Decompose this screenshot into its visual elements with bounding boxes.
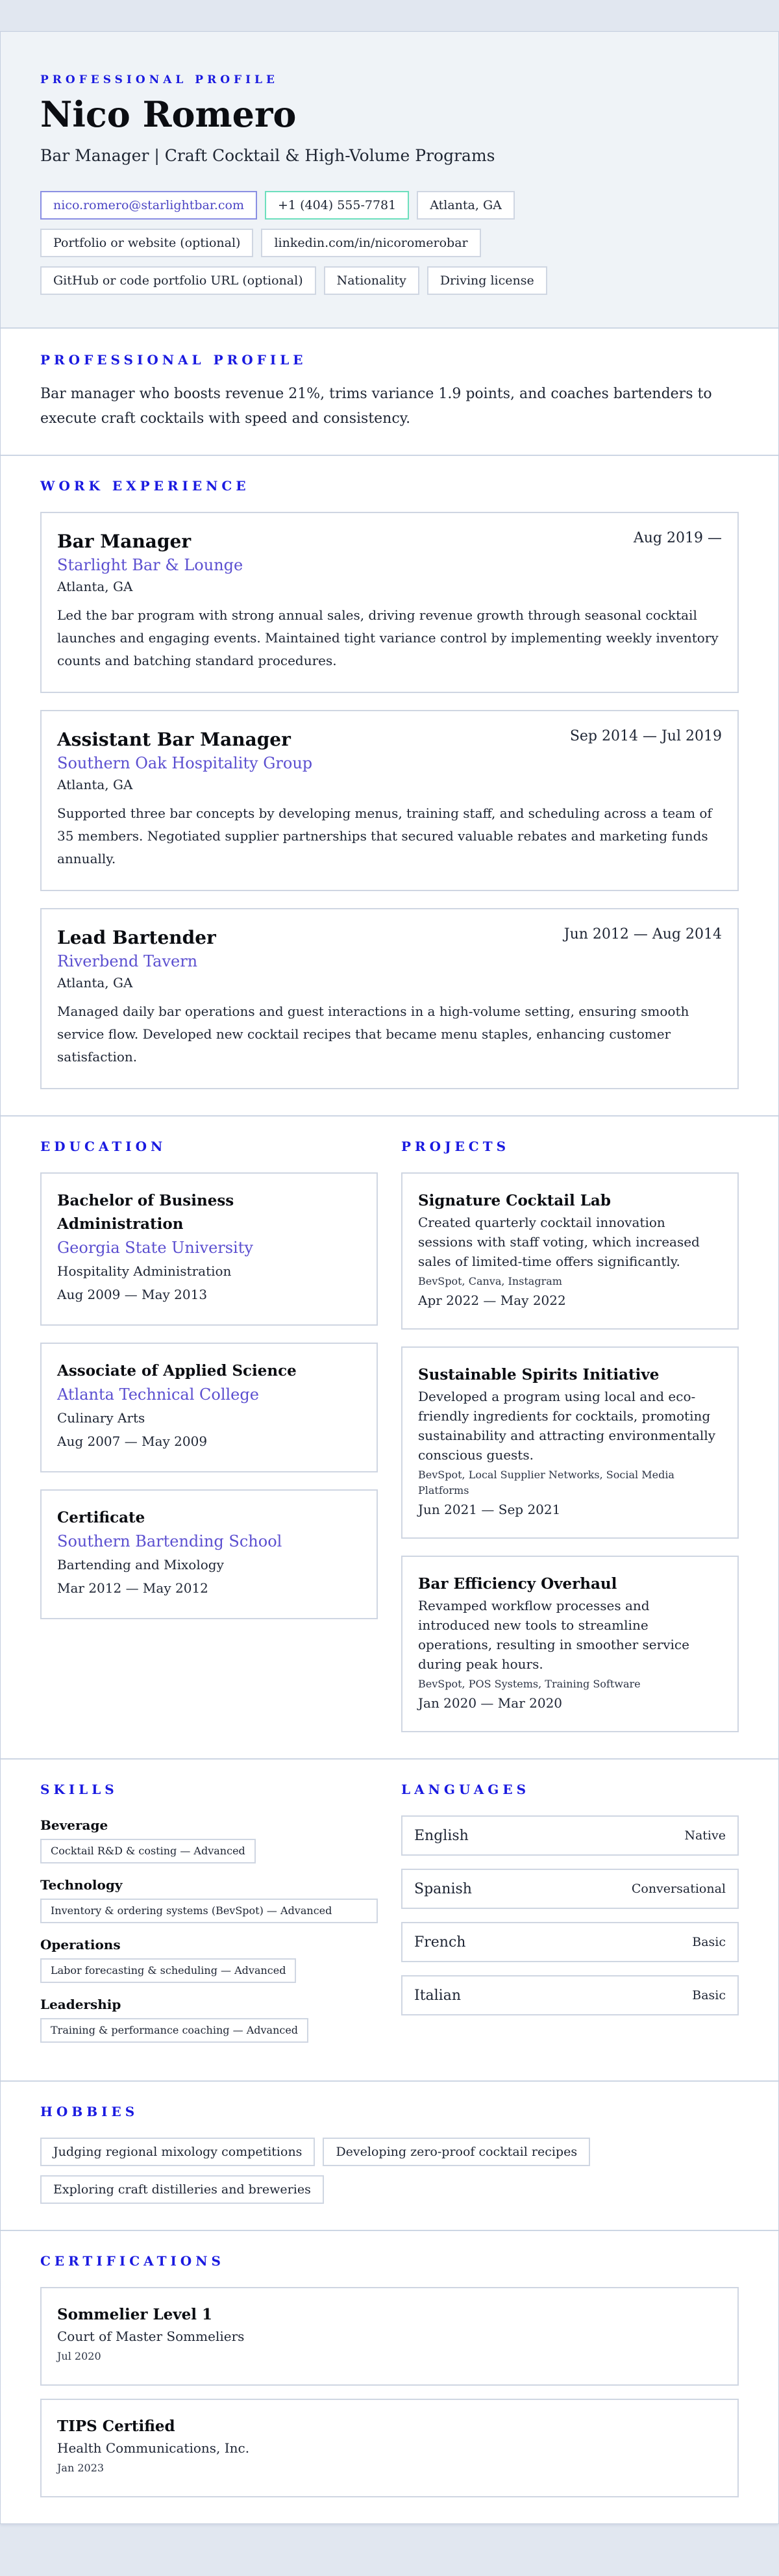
candidate-headline: Bar Manager | Craft Cocktail & High-Volume Programs bbox=[40, 146, 495, 166]
project-tech: BevSpot, Local Supplier Networks, Social Media Platforms bbox=[418, 1469, 674, 1497]
skill-group bbox=[40, 1875, 378, 1923]
job-location: Atlanta, GA bbox=[57, 579, 133, 595]
language-row bbox=[401, 1869, 739, 1909]
certification-name: Sommelier Level 1 bbox=[57, 2306, 213, 2324]
education-card bbox=[40, 1172, 378, 1326]
job-company: Starlight Bar & Lounge bbox=[57, 556, 243, 575]
job-card bbox=[40, 908, 739, 1089]
profile-summary: Bar manager who boosts revenue 21%, trims variance 1.9 points, and coaches bartenders to execute craft cocktails with speed and consistency. bbox=[40, 386, 712, 427]
project-description: Developed a program using local and eco-friendly ingredients for cocktails, promoting sustainability and attracting environmentally conscious guests. bbox=[418, 1389, 716, 1463]
portfolio-chip[interactable]: Portfolio or website (optional) bbox=[40, 229, 253, 257]
section-title: LANGUAGES bbox=[401, 1782, 530, 1798]
job-title: Lead Bartender bbox=[57, 927, 216, 949]
project-tech: BevSpot, POS Systems, Training Software bbox=[418, 1678, 641, 1691]
profile-section bbox=[1, 327, 778, 455]
language-name: English bbox=[414, 1827, 469, 1844]
project-title: Signature Cocktail Lab bbox=[418, 1192, 611, 1210]
education-degree: Certificate bbox=[57, 1509, 145, 1527]
language-row bbox=[401, 1975, 739, 2015]
header-eyebrow: PROFESSIONAL PROFILE bbox=[40, 73, 278, 86]
job-company: Riverbend Tavern bbox=[57, 952, 198, 971]
skill-category: Operations bbox=[40, 1937, 121, 1953]
skill-chip: Labor forecasting & scheduling — Advanced bbox=[40, 1958, 296, 1983]
job-location: Atlanta, GA bbox=[57, 777, 133, 793]
nationality-chip: Nationality bbox=[324, 266, 419, 295]
certification-date: Jul 2020 bbox=[57, 2350, 101, 2363]
skill-group bbox=[40, 1935, 378, 1983]
email-chip[interactable]: nico.romero@starlightbar.com bbox=[40, 191, 257, 220]
section-title: CERTIFICATIONS bbox=[40, 2253, 225, 2269]
education-card bbox=[40, 1343, 378, 1472]
skill-category: Leadership bbox=[40, 1997, 121, 2013]
skill-group bbox=[40, 1815, 378, 1863]
job-company: Southern Oak Hospitality Group bbox=[57, 754, 313, 773]
section-title: WORK EXPERIENCE bbox=[40, 478, 250, 494]
language-level: Native bbox=[684, 1828, 726, 1843]
project-title: Bar Efficiency Overhaul bbox=[418, 1575, 617, 1593]
certification-issuer: Court of Master Sommeliers bbox=[57, 2329, 245, 2345]
education-school: Atlanta Technical College bbox=[57, 1385, 259, 1404]
job-description: Supported three bar concepts by developing menus, training staff, and scheduling across a team of 35 members. Negotiated supplier partnerships that secured valuable rebates and marketing funds annually. bbox=[57, 805, 712, 867]
education-projects-section bbox=[1, 1115, 778, 1758]
hobby-chip: Exploring craft distilleries and breweries bbox=[40, 2175, 324, 2204]
job-dates: Jun 2012 — Aug 2014 bbox=[563, 926, 722, 943]
resume-header bbox=[1, 32, 778, 327]
project-description: Created quarterly cocktail innovation sessions with staff voting, which increased sales of limited-time offers significantly. bbox=[418, 1215, 700, 1270]
skill-group bbox=[40, 1995, 378, 2043]
language-row bbox=[401, 1815, 739, 1856]
phone-chip[interactable]: +1 (404) 555-7781 bbox=[265, 191, 409, 220]
experience-section bbox=[1, 455, 778, 1115]
job-description: Managed daily bar operations and guest interactions in a high-volume setting, ensuring smooth service flow. Developed new cocktail recipes that became menu staples, enhancing customer satisfaction. bbox=[57, 1004, 689, 1065]
skill-chip: Cocktail R&D & costing — Advanced bbox=[40, 1839, 256, 1863]
hobbies-section bbox=[1, 2080, 778, 2230]
job-title: Bar Manager bbox=[57, 531, 192, 553]
section-title: HOBBIES bbox=[40, 2104, 139, 2120]
certification-card bbox=[40, 2287, 739, 2386]
education-dates: Aug 2009 — May 2013 bbox=[57, 1287, 208, 1303]
education-card bbox=[40, 1489, 378, 1619]
language-level: Basic bbox=[692, 1988, 726, 2003]
education-degree: Bachelor of Business Administration bbox=[57, 1192, 234, 1233]
education-school: Georgia State University bbox=[57, 1239, 253, 1257]
certification-name: TIPS Certified bbox=[57, 2418, 175, 2436]
github-chip[interactable]: GitHub or code portfolio URL (optional) bbox=[40, 266, 316, 295]
education-column bbox=[40, 1139, 378, 1732]
skill-chip: Inventory & ordering systems (BevSpot) — Advanced bbox=[40, 1899, 378, 1923]
skills-languages-section bbox=[1, 1758, 778, 2080]
project-dates: Apr 2022 — May 2022 bbox=[418, 1293, 566, 1309]
job-dates: Aug 2019 — bbox=[633, 530, 722, 547]
language-name: Spanish bbox=[414, 1880, 472, 1897]
project-dates: Jan 2020 — Mar 2020 bbox=[418, 1695, 563, 1711]
section-title: SKILLS bbox=[40, 1782, 118, 1798]
project-card bbox=[401, 1172, 739, 1330]
job-card bbox=[40, 512, 739, 693]
education-field: Bartending and Mixology bbox=[57, 1557, 224, 1573]
project-title: Sustainable Spirits Initiative bbox=[418, 1366, 660, 1384]
section-title: PROJECTS bbox=[401, 1139, 510, 1155]
project-dates: Jun 2021 — Sep 2021 bbox=[418, 1502, 561, 1518]
certifications-section bbox=[1, 2230, 778, 2523]
linkedin-chip[interactable]: linkedin.com/in/nicoromerobar bbox=[261, 229, 480, 257]
job-description: Led the bar program with strong annual sales, driving revenue growth through seasonal cocktail launches and engaging events. Maintained tight variance control by implementing weekly inventory counts and batching standard procedures. bbox=[57, 607, 719, 669]
certification-issuer: Health Communications, Inc. bbox=[57, 2440, 250, 2456]
skills-column bbox=[40, 1782, 378, 2054]
language-name: French bbox=[414, 1934, 466, 1951]
skill-chip: Training & performance coaching — Advanced bbox=[40, 2018, 308, 2043]
certification-card bbox=[40, 2399, 739, 2497]
certification-date: Jan 2023 bbox=[57, 2462, 105, 2475]
hobby-list bbox=[40, 2138, 689, 2204]
resume-page bbox=[0, 31, 779, 2524]
section-title: PROFESSIONAL PROFILE bbox=[40, 352, 307, 368]
job-dates: Sep 2014 — Jul 2019 bbox=[569, 728, 722, 745]
language-row bbox=[401, 1922, 739, 1962]
education-degree: Associate of Applied Science bbox=[57, 1362, 297, 1380]
language-name: Italian bbox=[414, 1987, 462, 2004]
project-tech: BevSpot, Canva, Instagram bbox=[418, 1275, 562, 1288]
project-description: Revamped workflow processes and introduced new tools to streamline operations, resulting in smoother service during peak hours. bbox=[418, 1598, 689, 1673]
section-title: EDUCATION bbox=[40, 1139, 167, 1155]
education-field: Hospitality Administration bbox=[57, 1263, 232, 1280]
skill-category: Technology bbox=[40, 1877, 123, 1893]
job-location: Atlanta, GA bbox=[57, 975, 133, 991]
languages-column bbox=[401, 1782, 739, 2054]
language-level: Basic bbox=[692, 1935, 726, 1950]
education-field: Culinary Arts bbox=[57, 1410, 145, 1426]
project-card bbox=[401, 1556, 739, 1732]
location-chip: Atlanta, GA bbox=[417, 191, 515, 220]
hobby-chip: Developing zero-proof cocktail recipes bbox=[323, 2138, 590, 2166]
driving-license-chip: Driving license bbox=[427, 266, 547, 295]
skill-category: Beverage bbox=[40, 1817, 108, 1834]
job-title: Assistant Bar Manager bbox=[57, 729, 291, 751]
projects-column bbox=[401, 1139, 739, 1732]
education-dates: Aug 2007 — May 2009 bbox=[57, 1433, 208, 1450]
education-dates: Mar 2012 — May 2012 bbox=[57, 1580, 208, 1597]
hobby-chip: Judging regional mixology competitions bbox=[40, 2138, 315, 2166]
job-card bbox=[40, 710, 739, 891]
education-school: Southern Bartending School bbox=[57, 1532, 282, 1551]
project-card bbox=[401, 1346, 739, 1539]
contact-chips bbox=[40, 191, 624, 295]
candidate-name: Nico Romero bbox=[40, 94, 297, 135]
language-level: Conversational bbox=[631, 1882, 726, 1897]
